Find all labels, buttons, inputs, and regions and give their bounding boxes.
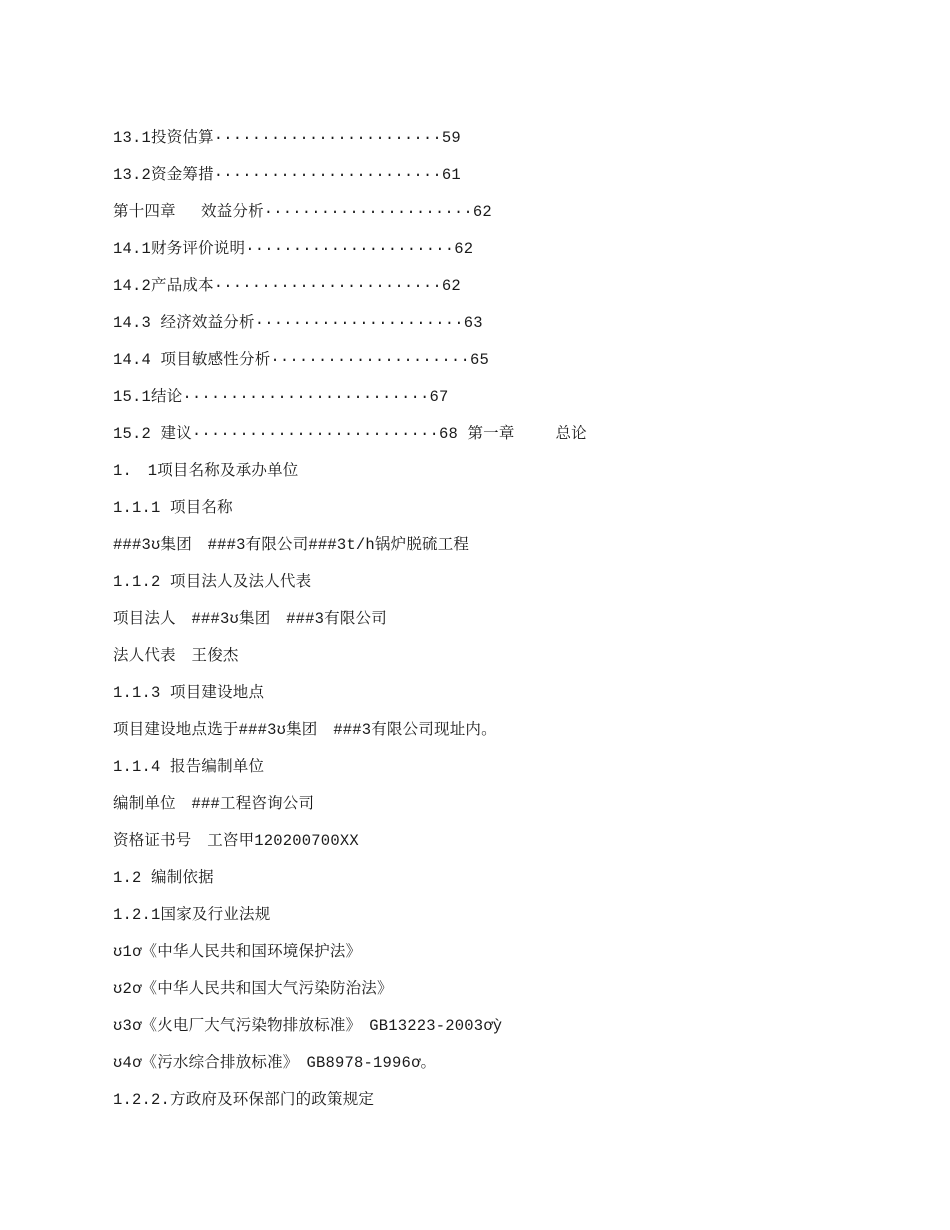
list-item-law-2: ʊ2ơ《中华人民共和国大气污染防治法》 [113,980,393,998]
toc-entry-13-2: 13.2资金筹措························61 [113,166,461,184]
paragraph-compiling-unit: 编制单位 ###工程咨询公司 [113,795,315,813]
subsection-heading-1-2-1: 1.2.1国家及行业法规 [113,906,271,924]
list-item-law-1: ʊ1ơ《中华人民共和国环境保护法》 [113,943,362,961]
toc-entry-14-4: 14.4 项目敏感性分析·····················65 [113,351,489,369]
subsection-heading-1-2-2: 1.2.2.方政府及环保部门的政策规定 [113,1091,375,1109]
document-page [113,126,893,1125]
toc-entry-14-2: 14.2产品成本························62 [113,277,461,295]
paragraph-project-name: ###3ʊ集团 ###3有限公司###3t/h锅炉脱硫工程 [113,536,470,554]
toc-entry-15-1: 15.1结论··························67 [113,388,449,406]
subsection-heading-1-1-4: 1.1.4 报告编制单位 [113,758,265,776]
list-item-law-4: ʊ4ơ《污水综合排放标准》 GB8978-1996ơ。 [113,1054,437,1072]
toc-entry-15-2: 15.2 建议··························68 第一章 总论 [113,425,587,443]
subsection-heading-1-1-2: 1.1.2 项目法人及法人代表 [113,573,312,591]
section-heading-1-2: 1.2 编制依据 [113,869,214,887]
paragraph-construction-site: 项目建设地点选于###3ʊ集团 ###3有限公司现址内。 [113,721,497,739]
toc-entry-chapter-14: 第十四章 效益分析······················62 [113,203,492,221]
paragraph-legal-entity: 项目法人 ###3ʊ集团 ###3有限公司 [113,610,387,628]
section-heading-1-1: 1. 1项目名称及承办单位 [113,462,299,480]
paragraph-legal-representative: 法人代表 王俊杰 [113,647,239,665]
toc-entry-14-3: 14.3 经济效益分析······················63 [113,314,483,332]
paragraph-certificate-number: 资格证书号 工咨甲120200700XX [113,832,359,850]
toc-entry-13-1: 13.1投资估算························59 [113,129,461,147]
toc-entry-14-1: 14.1财务评价说明······················62 [113,240,474,258]
list-item-law-3: ʊ3ơ《火电厂大气污染物排放标准》 GB13223-2003ơỳ [113,1017,503,1035]
subsection-heading-1-1-1: 1.1.1 项目名称 [113,499,233,517]
subsection-heading-1-1-3: 1.1.3 项目建设地点 [113,684,265,702]
